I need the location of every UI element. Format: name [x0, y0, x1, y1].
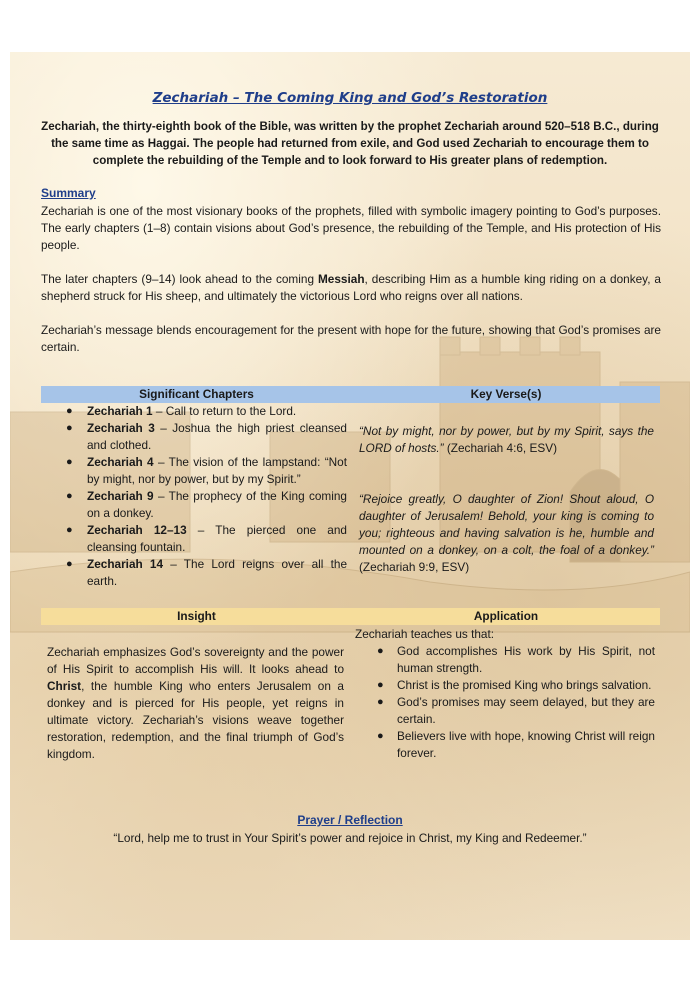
bullet-icon: ●: [66, 490, 73, 502]
key-verse-1: [359, 423, 654, 457]
chapter-desc: – The vision of the lampstand: “Not by might, nor by power, but by my Spirit.”: [87, 455, 347, 486]
prayer-text: “Lord, help me to trust in Your Spirit’s power and rejoice in Christ, my King and Redeemer.”: [113, 831, 587, 845]
chapter-desc: – Call to return to the Lord.: [152, 404, 297, 418]
summary-p2-text: The later chapters (9–14) look ahead to the coming: [41, 272, 318, 286]
list-item: [355, 677, 655, 694]
list-item: [355, 694, 655, 728]
chapter-desc: – Joshua the high priest cleansed and clothed.: [87, 421, 347, 452]
summary-paragraph-3: Zechariah’s message blends encouragement for the present with hope for the future, showing that God’s promises are certain.: [41, 323, 661, 354]
list-item: [355, 728, 655, 762]
application-text: God’s promises may seem delayed, but they are certain.: [397, 695, 655, 726]
bullet-icon: ●: [66, 524, 73, 536]
chapter-desc: – The pierced one and cleansing fountain.: [87, 523, 347, 554]
page-title: Zechariah – The Coming King and God’s Restoration: [152, 90, 548, 106]
chapter-ref: Zechariah 1: [87, 404, 153, 418]
chapter-ref: Zechariah 14: [87, 557, 164, 571]
insight-paragraph: [47, 644, 344, 763]
application-list: [355, 643, 655, 762]
summary-heading: Summary: [41, 186, 96, 200]
bullet-icon: ●: [66, 456, 73, 468]
application-intro: Zechariah teaches us that:: [355, 627, 495, 641]
key-verses-header: Key Verse(s): [352, 386, 660, 403]
bullet-icon: ●: [377, 679, 384, 691]
application-text: God accomplishes His work by His Spirit, not human strength.: [397, 644, 655, 675]
chapters-list: [41, 403, 347, 590]
bullet-icon: ●: [66, 558, 73, 570]
chapter-desc: – The prophecy of the King coming on a donkey.: [87, 489, 347, 520]
christ-bold: Christ: [47, 679, 82, 693]
chapter-ref: Zechariah 9: [87, 489, 154, 503]
insight-header: Insight: [41, 608, 352, 625]
bullet-icon: ●: [377, 696, 384, 708]
document-page: [10, 52, 690, 940]
list-item: [41, 488, 347, 522]
chapters-header: Significant Chapters: [41, 386, 352, 403]
summary-p2-text-end: , describing Him as a humble king riding on a donkey, a shepherd struck for His sheep, and ultimately the victorious Lord who reigns over all nations.: [41, 272, 661, 303]
bullet-icon: ●: [66, 405, 73, 417]
intro-paragraph: Zechariah, the thirty-eighth book of the Bible, was written by the prophet Zechariah around 520–518 B.C., during the same time as Haggai. The people had returned from exile, and God used Zechariah to encourage them to complete the rebuilding of the Temple and to look forward to His greater plans of redemption.: [41, 120, 659, 167]
application-header: Application: [352, 608, 660, 625]
summary-paragraph-1: Zechariah is one of the most visionary books of the prophets, filled with symbolic imagery pointing to God’s purposes. The early chapters (1–8) contain visions about God’s presence, the rebuilding of the Temple, and His protection of His people.: [41, 204, 661, 252]
insight-text: Zechariah emphasizes God’s sovereignty and the power of His Spirit to accomplish His will. It looks ahead to: [47, 645, 344, 676]
chapter-ref: Zechariah 3: [87, 421, 155, 435]
key-verse-2: [359, 491, 654, 576]
verse-ref: (Zechariah 4:6, ESV): [443, 441, 558, 455]
verse-quote: “Not by might, nor by power, but by my Spirit, says the LORD of hosts.”: [359, 424, 654, 455]
summary-paragraph-2: [41, 271, 661, 305]
bullet-icon: ●: [66, 422, 73, 434]
chapter-desc: – The Lord reigns over all the earth.: [87, 557, 347, 588]
application-text: Christ is the promised King who brings salvation.: [397, 678, 652, 692]
verse-ref: (Zechariah 9:9, ESV): [359, 560, 470, 574]
application-text: Believers live with hope, knowing Christ will reign forever.: [397, 729, 655, 760]
messiah-bold: Messiah: [317, 272, 365, 286]
chapter-ref: Zechariah 12–13: [87, 523, 187, 537]
bullet-icon: ●: [377, 730, 384, 742]
prayer-heading: Prayer / Reflection: [297, 813, 403, 827]
list-item: [41, 522, 347, 556]
chapter-ref: Zechariah 4: [87, 455, 154, 469]
list-item: [41, 454, 347, 488]
list-item: [41, 556, 347, 590]
list-item: [41, 420, 347, 454]
verse-quote: “Rejoice greatly, O daughter of Zion! Shout aloud, O daughter of Jerusalem! Behold, your king is coming to you; righteous and having salvation is he, humble and mounted on a donkey, on a colt, the foal of a donkey.”: [359, 492, 654, 557]
bullet-icon: ●: [377, 645, 384, 657]
insight-text-end: , the humble King who enters Jerusalem on a donkey and is pierced for His people, yet reigns in ultimate victory. Zechariah’s visions weave together restoration, redemption, and the final triumph of God’s kingdom.: [47, 679, 344, 761]
list-item: [41, 403, 347, 420]
list-item: [355, 643, 655, 677]
